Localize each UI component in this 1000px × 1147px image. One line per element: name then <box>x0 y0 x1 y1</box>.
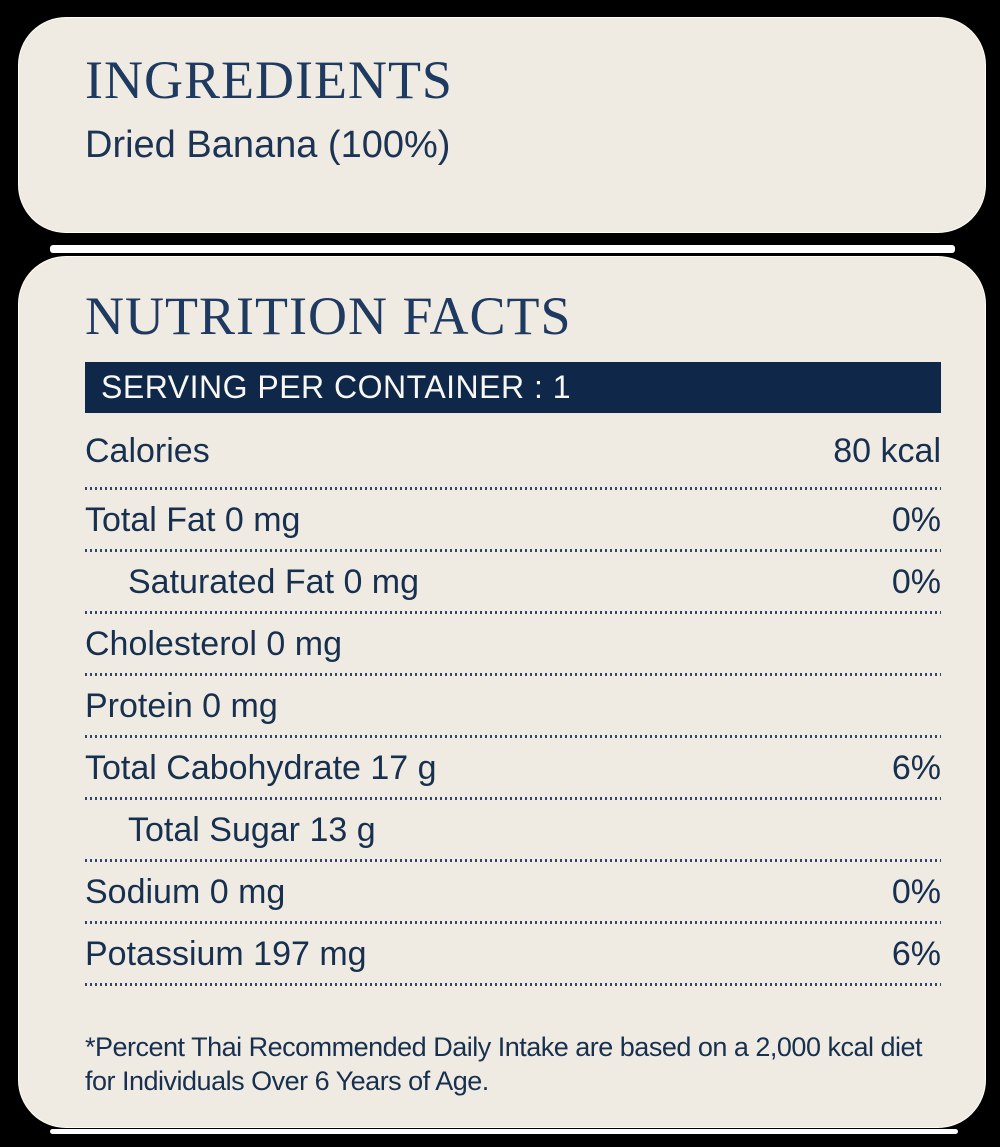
nutrient-value: 6% <box>891 749 941 788</box>
table-row-protein <box>85 676 941 738</box>
nutrient-value: 80 kcal <box>833 431 941 470</box>
ingredients-text: Dried Banana (100%) <box>85 123 451 166</box>
nutrient-label: Cholesterol 0 mg <box>85 625 343 664</box>
footnote-line-1: *Percent Thai Recommended Daily Intake are based on a 2,000 kcal diet <box>85 1031 923 1062</box>
nutrient-table <box>85 413 941 986</box>
nutrient-label: Calories <box>85 431 210 470</box>
nutrient-label: Saturated Fat 0 mg <box>128 563 420 602</box>
table-row-cholesterol <box>85 614 941 676</box>
table-row-saturated-fat <box>85 552 941 614</box>
footnote-line-2: for Individuals Over 6 Years of Age. <box>85 1066 489 1097</box>
nutrient-value: 6% <box>891 935 941 974</box>
nutrient-label: Potassium 197 mg <box>85 935 367 974</box>
ingredients-card <box>18 17 986 233</box>
nutrition-facts-card <box>18 256 986 1128</box>
nutrient-label: Total Fat 0 mg <box>85 501 301 540</box>
table-row-calories <box>85 413 941 490</box>
table-row-total-fat <box>85 490 941 552</box>
nutrient-label: Protein 0 mg <box>85 687 278 726</box>
table-row-total-sugar <box>85 800 941 862</box>
ingredients-title: INGREDIENTS <box>85 50 453 110</box>
table-row-sodium <box>85 862 941 924</box>
table-row-total-carbohydrate <box>85 738 941 800</box>
nutrient-label: Total Cabohydrate 17 g <box>85 749 437 788</box>
bottom-accent-bar <box>50 1129 958 1134</box>
card-divider-bar <box>50 245 955 253</box>
nutrient-value: 0% <box>891 873 941 912</box>
table-row-potassium <box>85 924 941 986</box>
nutrition-facts-title: NUTRITION FACTS <box>85 286 572 346</box>
nutrient-label: Total Sugar 13 g <box>128 811 376 850</box>
nutrient-label: Sodium 0 mg <box>85 873 286 912</box>
serving-per-container-banner <box>85 362 941 413</box>
nutrient-value: 0% <box>891 501 941 540</box>
nutrient-value: 0% <box>891 563 941 602</box>
serving-banner-text: SERVING PER CONTAINER : 1 <box>101 368 572 405</box>
daily-intake-footnote <box>85 1030 941 1099</box>
